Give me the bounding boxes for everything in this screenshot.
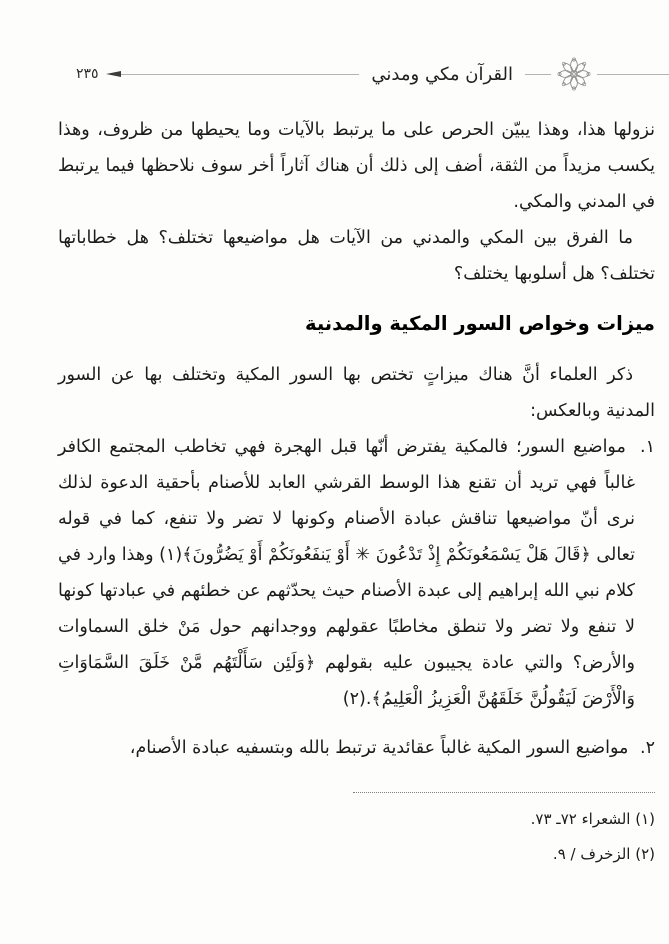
- numbered-list: [58, 429, 655, 766]
- page-header-title: القرآن مكي ومدني: [371, 63, 513, 85]
- list-item: [58, 730, 655, 766]
- left-arrowhead-icon: [106, 71, 121, 77]
- section-heading: ميزات وخواص السور المكية والمدنية: [305, 312, 655, 335]
- rosette-ornament-icon: [554, 54, 594, 94]
- footnote: (١) الشعراء ٧٢ـ ٧٣.: [530, 810, 655, 828]
- header-rule-left: [121, 74, 360, 75]
- list-item: [58, 429, 655, 717]
- footnote: (٢) الزخرف / ٩.: [552, 845, 655, 863]
- header-rule-right: [597, 74, 669, 75]
- list-item-number: ١.: [640, 437, 655, 457]
- paragraph-continuation: نزولها هذا، وهذا يبيّن الحرص على ما يرتبط بالآيات وما يحيطها من ظروف، وهذا يكسب مزيداً من الثقة، أضف إلى ذلك أن هناك آثاراً أخر سوف نلاحظها فيما يرتبط في المدني والمكي.: [58, 120, 655, 212]
- paragraph-intro: ذكر العلماء أنَّ هناك ميزاتٍ تختص بها السور المكية وتختلف بها عن السور المدنية وبالعكس:: [58, 365, 655, 421]
- footnote-separator: [353, 792, 655, 793]
- list-item-number: ٢.: [640, 738, 655, 758]
- page-body: [58, 112, 655, 766]
- list-item-text: مواضيع السور المكية غالباً عقائدية ترتبط بالله وبتسفيه عبادة الأصنام،: [129, 738, 629, 758]
- list-item-text: مواضيع السور؛ فالمكية يفترض أنّها قبل الهجرة فهي تخاطب المجتمع الكافر غالباً فهي تريد أن تقنع هذا الوسط القرشي العابد للأصنام بأحقية الدعوة لذلك نرى أنّ مواضيعها تناقش عبادة الأصنام وكونها لا تضر ولا تنفع، كما في قوله تعالى ﴿قَالَ هَلْ يَسْمَعُونَكُمْ إِذْ تَدْعُونَ ✳ أَوْ يَنفَعُونَكُمْ أَوْ يَضُرُّونَ﴾(١) وهذا وارد في كلام نبي الله إبراهيم إلى عبدة الأصنام حيث يحدّثهم عن خطئهم في عبادتها كونها لا تنفع ولا تضر ولا تنطق مخاطبًا عقولهم ووجدانهم حول مَنْ خلق السماوات والأرض؟ والتي عادة يجيبون عليه بقولهم ﴿وَلَئِن سَأَلْتَهُم مَّنْ خَلَقَ السَّمَاوَاتِ وَالْأَرْضَ لَيَقُولُنَّ خَلَقَهُنَّ الْعَزِيزُ الْعَلِيمُ﴾.(٢): [58, 437, 635, 709]
- header-rule-mid: [525, 74, 551, 75]
- page-header: [0, 54, 669, 94]
- footnote-area: [58, 792, 655, 872]
- paragraph-question: ما الفرق بين المكي والمدني من الآيات هل مواضيعها تختلف؟ هل خطاباتها تختلف؟ هل أسلوبها يختلف؟: [58, 228, 655, 284]
- page-number: ٢٣٥: [76, 66, 99, 82]
